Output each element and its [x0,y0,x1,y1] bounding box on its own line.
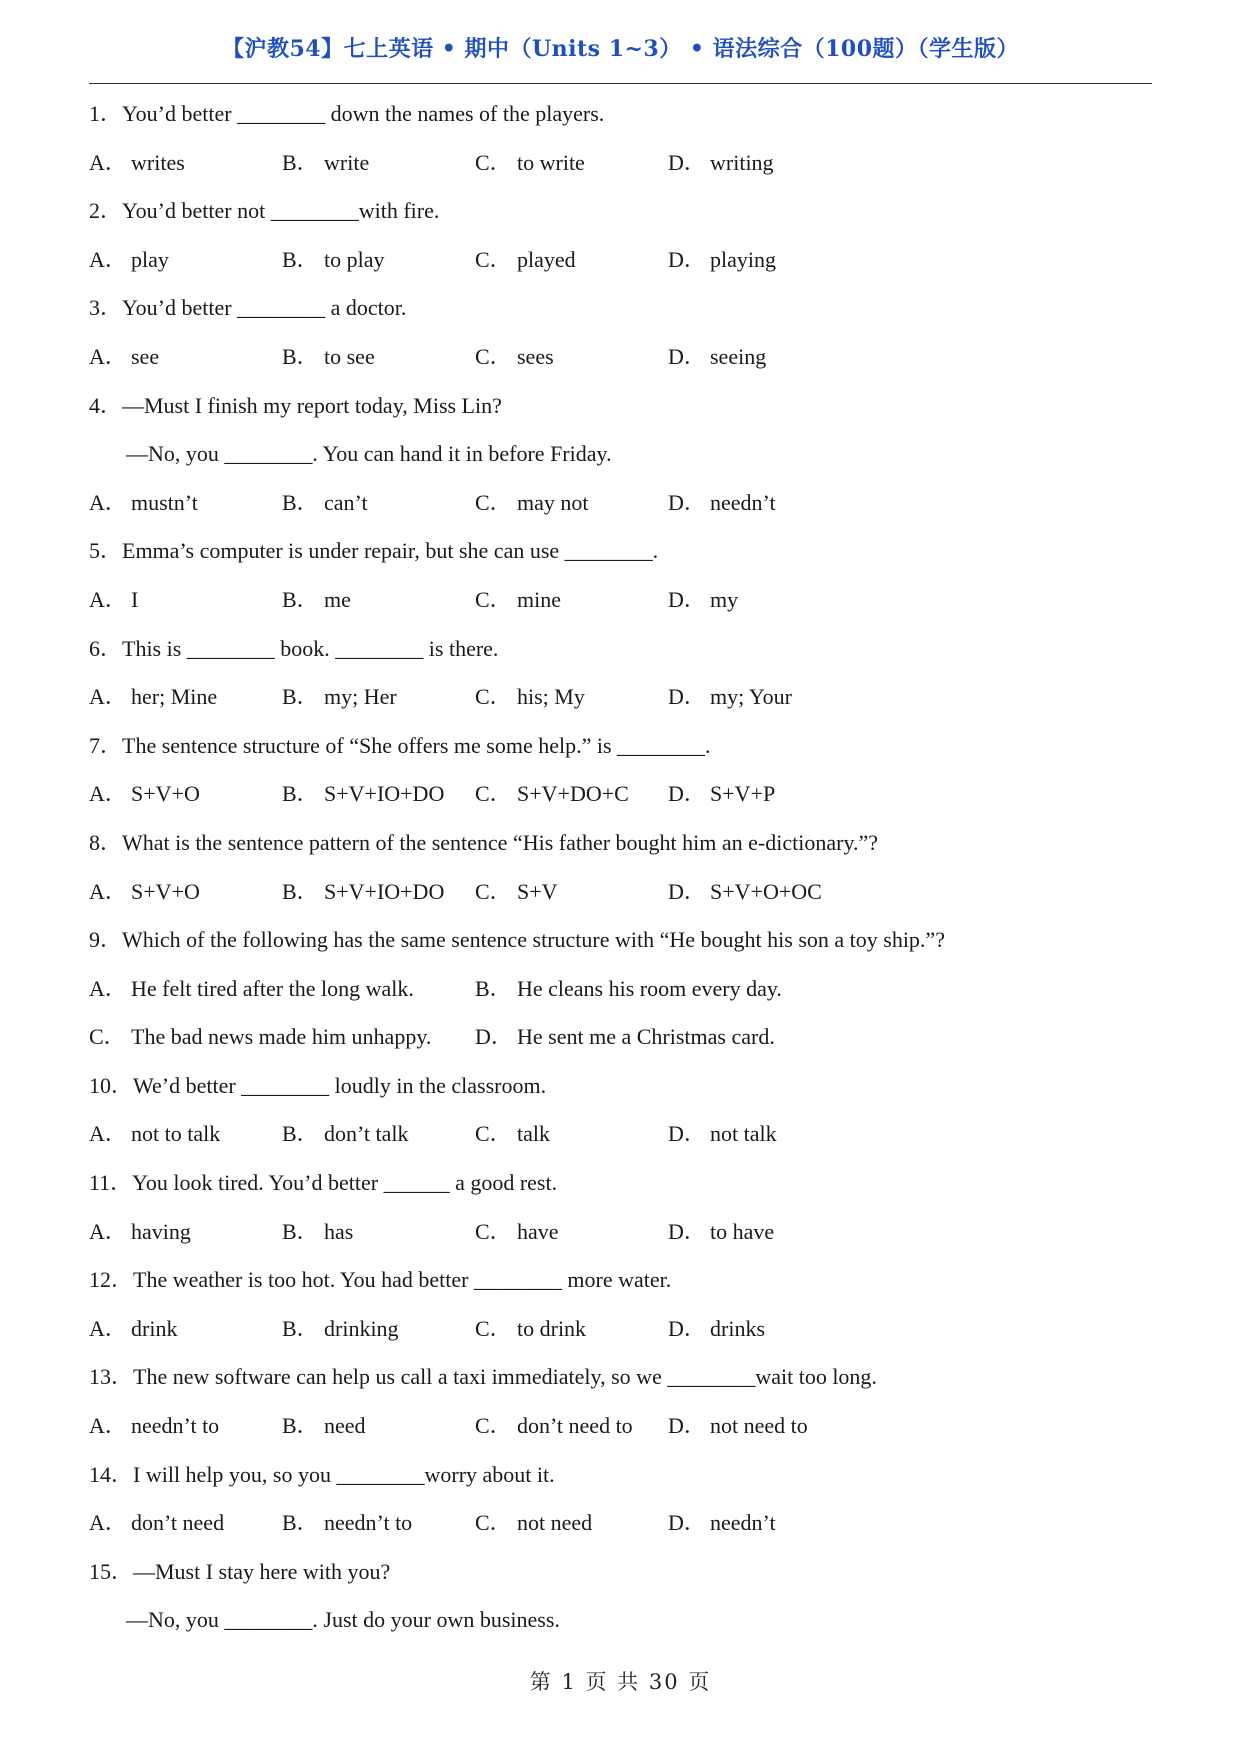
option-text: don’t need to [517,1413,633,1439]
option-text: seeing [710,343,767,369]
option-text: needn’t [710,1510,776,1536]
option-text: playing [710,246,776,272]
answer-option [475,675,585,719]
option-letter: B． [282,684,319,710]
answer-option [668,1307,765,1351]
option-letter: B． [282,586,319,612]
option-letter: A． [89,489,127,515]
answer-option [89,1307,177,1351]
option-letter: C． [89,1024,126,1050]
option-text: to write [517,149,585,175]
option-text: S+V+IO+DO [324,878,445,904]
answer-option [282,675,397,719]
option-text: drinks [710,1315,765,1341]
option-text: her; Mine [131,684,218,710]
option-letter: C． [475,149,512,175]
question-stem: 4．—Must I finish my report today, Miss Lin? [89,392,502,418]
option-text: need [324,1413,366,1439]
option-letter: D． [668,1510,706,1536]
answer-option [668,675,792,719]
answer-option [282,578,351,622]
option-text: drinking [324,1315,399,1341]
answer-option [475,238,576,282]
option-letter: C． [475,246,512,272]
option-letter: B． [282,149,319,175]
question-stem: 11．You look tired. You’d better ______ a good rest. [89,1170,558,1196]
option-letter: B． [282,1218,319,1244]
option-text: S+V+O [131,781,200,807]
option-text: to drink [517,1315,587,1341]
answer-option [282,1307,399,1351]
option-text: S+V+DO+C [517,781,629,807]
answer-option [475,1112,550,1156]
option-letter: A． [89,1121,127,1147]
option-text: He sent me a Christmas card. [517,1024,775,1050]
page-header-title: 【沪教54】七上英语 • 期中（Units 1~3） • 语法综合（100题）（学生版） [221,36,1020,62]
option-text: writing [710,149,774,175]
option-letter: C． [475,489,512,515]
answer-option [89,1404,219,1448]
answer-option [475,967,782,1011]
option-letter: B． [282,878,319,904]
option-letter: B． [282,1315,319,1341]
answer-option [668,1404,808,1448]
answer-option [475,335,554,379]
options-row [89,1501,1169,1550]
answer-option [282,1404,366,1448]
answer-option [668,1501,776,1545]
answer-option [282,238,385,282]
option-text: can’t [324,489,368,515]
answer-option [89,335,159,379]
option-letter: A． [89,246,127,272]
answer-option [89,578,138,622]
option-text: talk [517,1121,550,1147]
option-text: S+V+IO+DO [324,781,445,807]
option-text: S+V+P [710,781,776,807]
options-row [89,141,1169,190]
option-text: his; My [517,684,585,710]
option-letter: C． [475,1121,512,1147]
answer-option [89,675,217,719]
option-letter: B． [282,343,319,369]
option-letter: B． [282,1121,319,1147]
option-text: writes [131,149,185,175]
options-row [89,870,1169,919]
option-letter: D． [668,781,706,807]
option-letter: A． [89,1315,127,1341]
option-letter: C． [475,1413,512,1439]
answer-option [282,772,444,816]
option-text: He felt tired after the long walk. [131,975,414,1001]
answer-option [475,1404,633,1448]
option-letter: D． [668,586,706,612]
option-text: my [710,586,739,612]
option-text: S+V+O [131,878,200,904]
answer-option [282,141,369,185]
question-stem: 9．Which of the following has the same sentence structure with “He bought his son a toy ship.”? [89,927,945,953]
option-text: He cleans his room every day. [517,975,782,1001]
option-letter: D． [668,878,706,904]
answer-option [89,238,169,282]
option-text: needn’t to [324,1510,413,1536]
options-row [89,1112,1169,1161]
option-text: see [131,343,160,369]
option-letter: D． [668,246,706,272]
option-letter: A． [89,878,127,904]
option-letter: C． [475,1315,512,1341]
option-text: play [131,246,169,272]
answer-option [89,1015,431,1059]
question-stem: 15．—Must I stay here with you? [89,1558,391,1584]
options-row [89,772,1169,821]
question-stem: 14．I will help you, so you ________worry about it. [89,1461,555,1487]
option-text: not to talk [131,1121,221,1147]
option-letter: C． [475,1510,512,1536]
option-letter: B． [475,975,512,1001]
answer-option [475,481,589,525]
answer-option [475,141,585,185]
option-letter: D． [668,149,706,175]
option-text: I [131,586,139,612]
question-stem: 12．The weather is too hot. You had better ________ more water. [89,1267,672,1293]
answer-option [475,870,558,914]
option-letter: A． [89,586,127,612]
option-text: has [324,1218,354,1244]
answer-option [668,1210,774,1254]
question-stem: 10．We’d better ________ loudly in the classroom. [89,1072,547,1098]
option-text: my; Her [324,684,397,710]
page-footer: 第 1 页 共 30 页 [529,1670,712,1694]
question-stem: 2．You’d better not ________with fire. [89,198,440,224]
answer-option [475,1307,586,1351]
option-letter: B． [282,1510,319,1536]
answer-option [89,967,414,1011]
option-letter: C． [475,878,512,904]
option-letter: B． [282,246,319,272]
option-text: drink [131,1315,178,1341]
answer-option [668,141,774,185]
question-stem: 6．This is ________ book. ________ is there. [89,635,499,661]
options-row [89,1015,1169,1064]
option-text: S+V [517,878,558,904]
option-text: don’t talk [324,1121,409,1147]
answer-option [668,335,766,379]
answer-option [282,1501,412,1545]
answer-option [89,1501,224,1545]
option-text: don’t need [131,1510,225,1536]
answer-option [475,1501,592,1545]
answer-option [668,481,776,525]
answer-option [668,870,822,914]
option-text: not talk [710,1121,777,1147]
answer-option [282,1112,409,1156]
option-letter: D． [668,1315,706,1341]
answer-option [89,481,198,525]
option-text: write [324,149,370,175]
option-text: needn’t to [131,1413,220,1439]
answer-option [282,481,368,525]
option-letter: A． [89,1218,127,1244]
option-letter: D． [668,489,706,515]
options-row [89,578,1169,627]
options-row [89,1307,1169,1356]
option-text: have [517,1218,559,1244]
option-letter: B． [282,1413,319,1439]
option-letter: D． [668,684,706,710]
answer-option [475,1015,775,1059]
options-row [89,1404,1169,1453]
option-letter: D． [475,1024,513,1050]
option-text: S+V+O+OC [710,878,822,904]
option-text: not need [517,1510,593,1536]
answer-option [668,772,775,816]
option-text: my; Your [710,684,792,710]
question-stem: 13．The new software can help us call a taxi immediately, so we ________wait too long. [89,1364,877,1390]
options-row [89,238,1169,287]
option-letter: D． [668,1413,706,1439]
question-stem: 8．What is the sentence pattern of the sentence “His father bought him an e-dictionary.”? [89,829,879,855]
header-divider [89,83,1152,84]
question-stem: 5．Emma’s computer is under repair, but she can use ________. [89,538,659,564]
answer-option [282,1210,353,1254]
option-letter: A． [89,975,127,1001]
option-letter: C． [475,343,512,369]
option-text: needn’t [710,489,776,515]
answer-option [89,870,200,914]
options-row [89,481,1169,530]
option-text: The bad news made him unhappy. [131,1024,432,1050]
answer-option [282,870,444,914]
answer-option [282,335,375,379]
option-text: to see [324,343,375,369]
option-letter: A． [89,149,127,175]
answer-option [89,1112,220,1156]
option-letter: B． [282,781,319,807]
options-row [89,1210,1169,1259]
option-letter: C． [475,781,512,807]
option-letter: A． [89,1413,127,1439]
option-text: may not [517,489,589,515]
answer-option [668,1112,777,1156]
question-list [89,92,1169,1647]
option-text: mustn’t [131,489,198,515]
option-letter: A． [89,1510,127,1536]
option-text: to play [324,246,385,272]
option-letter: D． [668,1218,706,1244]
answer-option [668,238,776,282]
answer-option [475,772,629,816]
option-letter: A． [89,343,127,369]
options-row [89,675,1169,724]
question-stem: 7．The sentence structure of “She offers me some help.” is ________. [89,732,711,758]
question-stem-continuation: —No, you ________. Just do your own business. [126,1607,560,1633]
option-letter: D． [668,1121,706,1147]
option-letter: B． [282,489,319,515]
option-text: mine [517,586,561,612]
options-row [89,335,1169,384]
answer-option [475,1210,559,1254]
option-text: having [131,1218,191,1244]
answer-option [89,1210,191,1254]
answer-option [89,772,200,816]
option-text: me [324,586,351,612]
option-text: played [517,246,576,272]
options-row [89,967,1169,1016]
question-stem: 1．You’d better ________ down the names of the players. [89,101,605,126]
option-letter: C． [475,1218,512,1244]
option-letter: A． [89,684,127,710]
option-text: not need to [710,1413,808,1439]
question-stem-continuation: —No, you ________. You can hand it in before Friday. [126,441,612,467]
option-letter: D． [668,343,706,369]
option-text: to have [710,1218,775,1244]
option-letter: C． [475,684,512,710]
option-text: sees [517,343,554,369]
answer-option [475,578,561,622]
answer-option [668,578,738,622]
option-letter: C． [475,586,512,612]
answer-option [89,141,185,185]
question-stem: 3．You’d better ________ a doctor. [89,295,407,321]
option-letter: A． [89,781,127,807]
